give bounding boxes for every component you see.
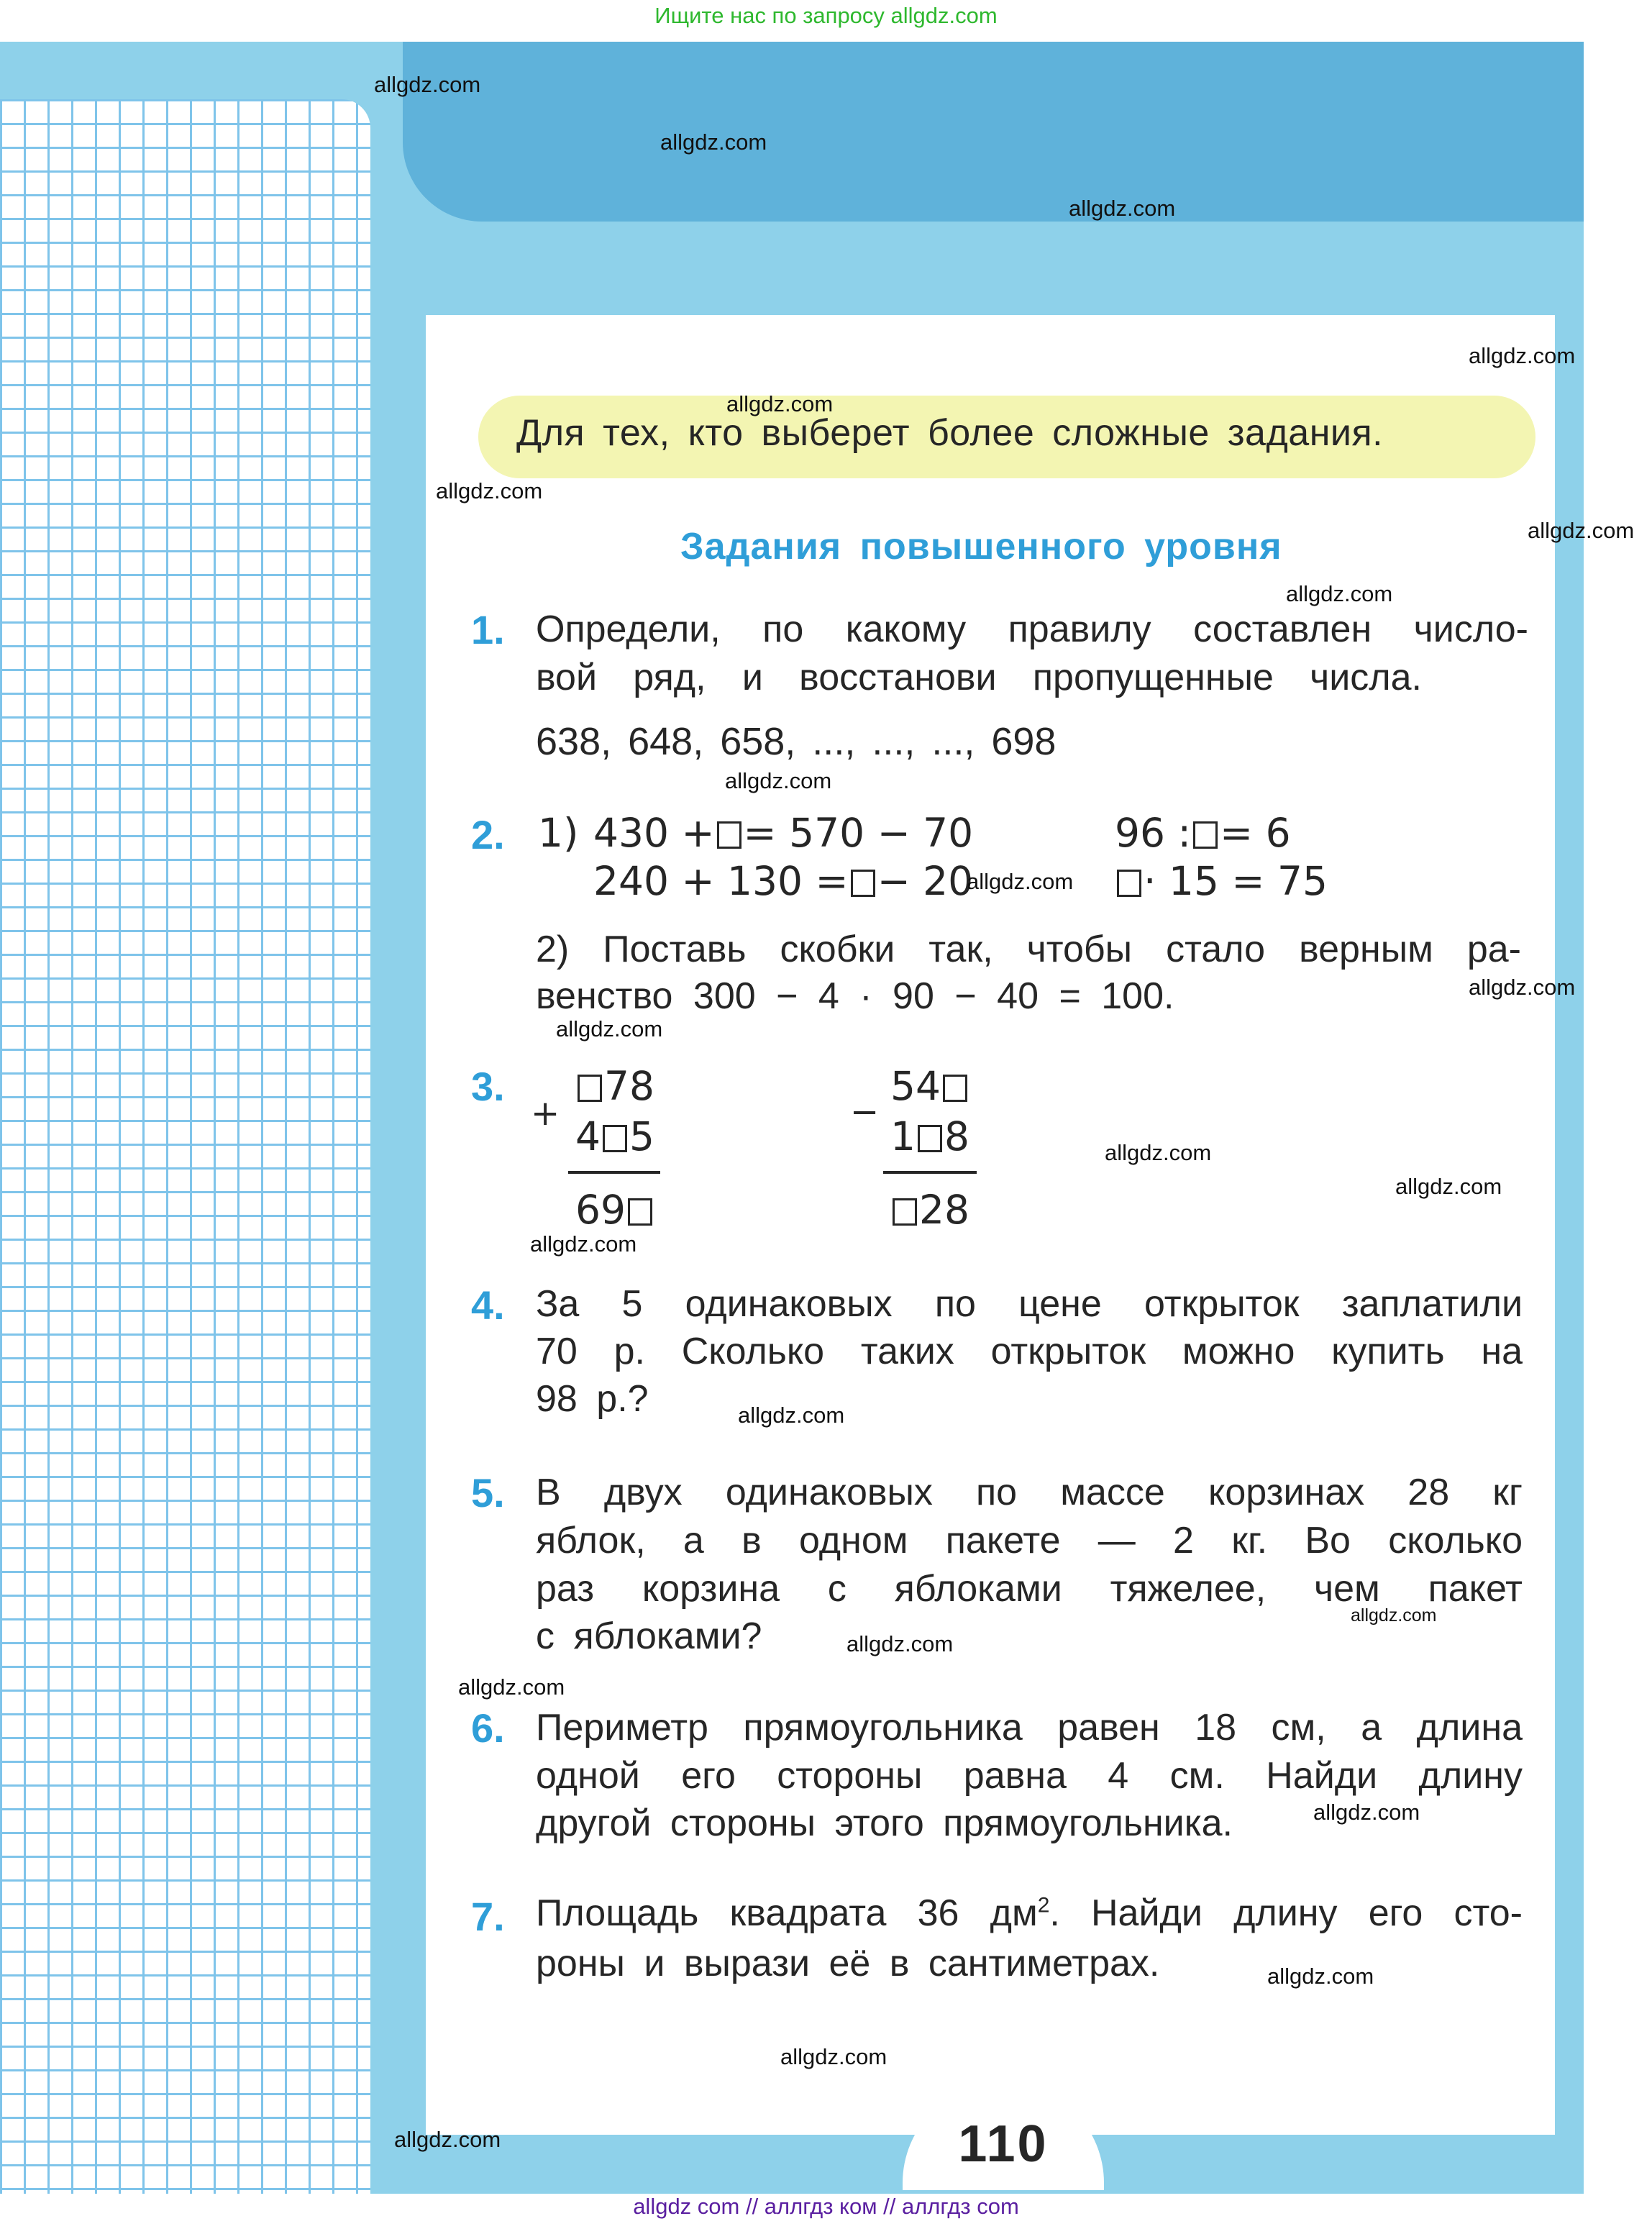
difference-line	[883, 1171, 977, 1174]
sum-line	[568, 1171, 660, 1174]
watermark: allgdz.com	[374, 72, 481, 97]
watermark: allgdz.com	[1528, 518, 1635, 543]
section-title: Задания повышенного уровня	[680, 526, 1282, 567]
page-number: 110	[958, 2115, 1049, 2173]
addend-2	[575, 1113, 654, 1159]
watermark: allgdz.com	[530, 1231, 637, 1257]
task-4-line: 98 р.?	[536, 1378, 649, 1420]
task-7-text: . Найди длину его сто-	[1049, 1892, 1523, 1934]
empty-box	[1193, 821, 1218, 849]
watermark: allgdz.com	[725, 768, 832, 793]
task-2-line: венство 300 − 4 · 90 − 40 = 100.	[536, 975, 1174, 1017]
task-6-line: Периметр прямоугольника равен 18 см, а длина	[536, 1707, 1523, 1749]
empty-box	[943, 1075, 967, 1102]
digits: 78	[604, 1063, 654, 1109]
minus-sign: −	[850, 1092, 880, 1132]
task-3-number: 3.	[471, 1064, 505, 1109]
equation-text: − 20	[877, 858, 974, 904]
task-1-number: 1.	[471, 607, 505, 652]
digits: 54	[890, 1063, 941, 1109]
task-6-line: одной его стороны равна 4 см. Найди длину	[536, 1755, 1523, 1797]
top-banner[interactable]: Ищите нас по запросу allgdz.com	[654, 3, 998, 28]
digits: 8	[944, 1113, 969, 1159]
task-4-line: 70 р. Сколько таких открыток можно купить на	[536, 1331, 1523, 1372]
task-4-number: 4.	[471, 1282, 505, 1328]
watermark: allgdz.com	[846, 1631, 954, 1656]
watermark: allgdz.com	[1105, 1140, 1212, 1165]
watermark: allgdz.com	[1469, 975, 1576, 1000]
difference-result	[890, 1187, 969, 1233]
equation-text: 96 :	[1115, 810, 1191, 856]
empty-box	[893, 1198, 917, 1226]
watermark: allgdz.com	[726, 391, 834, 416]
digits: 5	[629, 1113, 654, 1159]
grid-margin	[0, 99, 370, 2194]
task-6-number: 6.	[471, 1705, 505, 1751]
task-5-number: 5.	[471, 1470, 505, 1515]
watermark: allgdz.com	[738, 1403, 845, 1428]
equation-text: 240 + 130 =	[593, 858, 849, 904]
task-7-text: Площадь квадрата 36 дм	[536, 1892, 1038, 1934]
watermark: allgdz.com	[1286, 581, 1393, 606]
digits: 28	[919, 1187, 969, 1233]
empty-box	[717, 821, 741, 849]
sum-result	[575, 1187, 654, 1233]
watermark: allgdz.com	[1313, 1800, 1420, 1825]
equation-text: · 15 = 75	[1144, 858, 1328, 904]
watermark: allgdz.com	[1469, 343, 1576, 368]
digits: 1	[890, 1113, 916, 1159]
plus-sign: +	[531, 1093, 560, 1134]
minuend	[890, 1063, 969, 1109]
superscript: 2	[1037, 1893, 1050, 1918]
empty-box	[918, 1125, 942, 1152]
equation-text: = 570 − 70	[743, 810, 974, 856]
subtrahend	[890, 1113, 969, 1159]
task-4-line: За 5 одинаковых по цене открыток заплатили	[536, 1283, 1523, 1325]
empty-box	[851, 870, 875, 897]
watermark: allgdz.com	[1351, 1605, 1437, 1626]
equation-3	[1115, 810, 1291, 856]
task-2-line: 2) Поставь скобки так, чтобы стало верным ра-	[536, 929, 1521, 970]
digits: 69	[575, 1187, 626, 1233]
task-6-line: другой стороны этого прямоугольника.	[536, 1802, 1233, 1844]
intro-text: Для тех, кто выберет более сложные задания.	[516, 412, 1384, 454]
task-5-line: В двух одинаковых по массе корзинах 28 кг	[536, 1472, 1523, 1513]
watermark: allgdz.com	[458, 1674, 565, 1700]
task-7-line: роны и вырази её в сантиметрах.	[536, 1943, 1160, 1984]
equation-2	[593, 858, 973, 904]
header-band	[403, 42, 1584, 222]
task-2-number: 2.	[471, 812, 505, 857]
task-7-line	[536, 1892, 1523, 1935]
watermark: allgdz.com	[780, 2044, 887, 2069]
task-2-part1-label: 1)	[538, 810, 579, 856]
task-5-line: яблок, а в одном пакете — 2 кг. Во сколько	[536, 1520, 1523, 1561]
watermark: allgdz.com	[1395, 1174, 1502, 1199]
watermark: allgdz.com	[1069, 196, 1176, 221]
number-sequence: 638, 648, 658, ..., ..., ..., 698	[536, 720, 1057, 763]
watermark: allgdz.com	[394, 2127, 501, 2152]
watermark: allgdz.com	[556, 1016, 663, 1041]
empty-box	[578, 1075, 602, 1102]
equation-text: = 6	[1220, 810, 1291, 856]
equation-text: 430 +	[593, 810, 715, 856]
watermark: allgdz.com	[1267, 1964, 1374, 1989]
task-5-line: с яблоками?	[536, 1615, 762, 1657]
task-5-line: раз корзина с яблоками тяжелее, чем пакет	[536, 1568, 1523, 1610]
watermark: allgdz.com	[660, 129, 767, 155]
task-1-line: Определи, по какому правилу составлен число-	[536, 608, 1528, 650]
task-1-line: вой ряд, и восстанови пропущенные числа.	[536, 657, 1422, 698]
watermark: allgdz.com	[967, 869, 1074, 894]
watermark: allgdz.com	[436, 478, 543, 503]
bottom-banner[interactable]: allgdz com // аллгдз ком // аллгдз com	[633, 2194, 1019, 2219]
task-7-number: 7.	[471, 1894, 505, 1939]
empty-box	[1117, 870, 1141, 897]
empty-box	[628, 1198, 652, 1226]
textbook-page	[0, 42, 1584, 2194]
empty-box	[603, 1125, 627, 1152]
equation-4	[1115, 858, 1328, 904]
addend-1	[575, 1063, 654, 1109]
equation-1	[593, 810, 973, 856]
digits: 4	[575, 1113, 601, 1159]
